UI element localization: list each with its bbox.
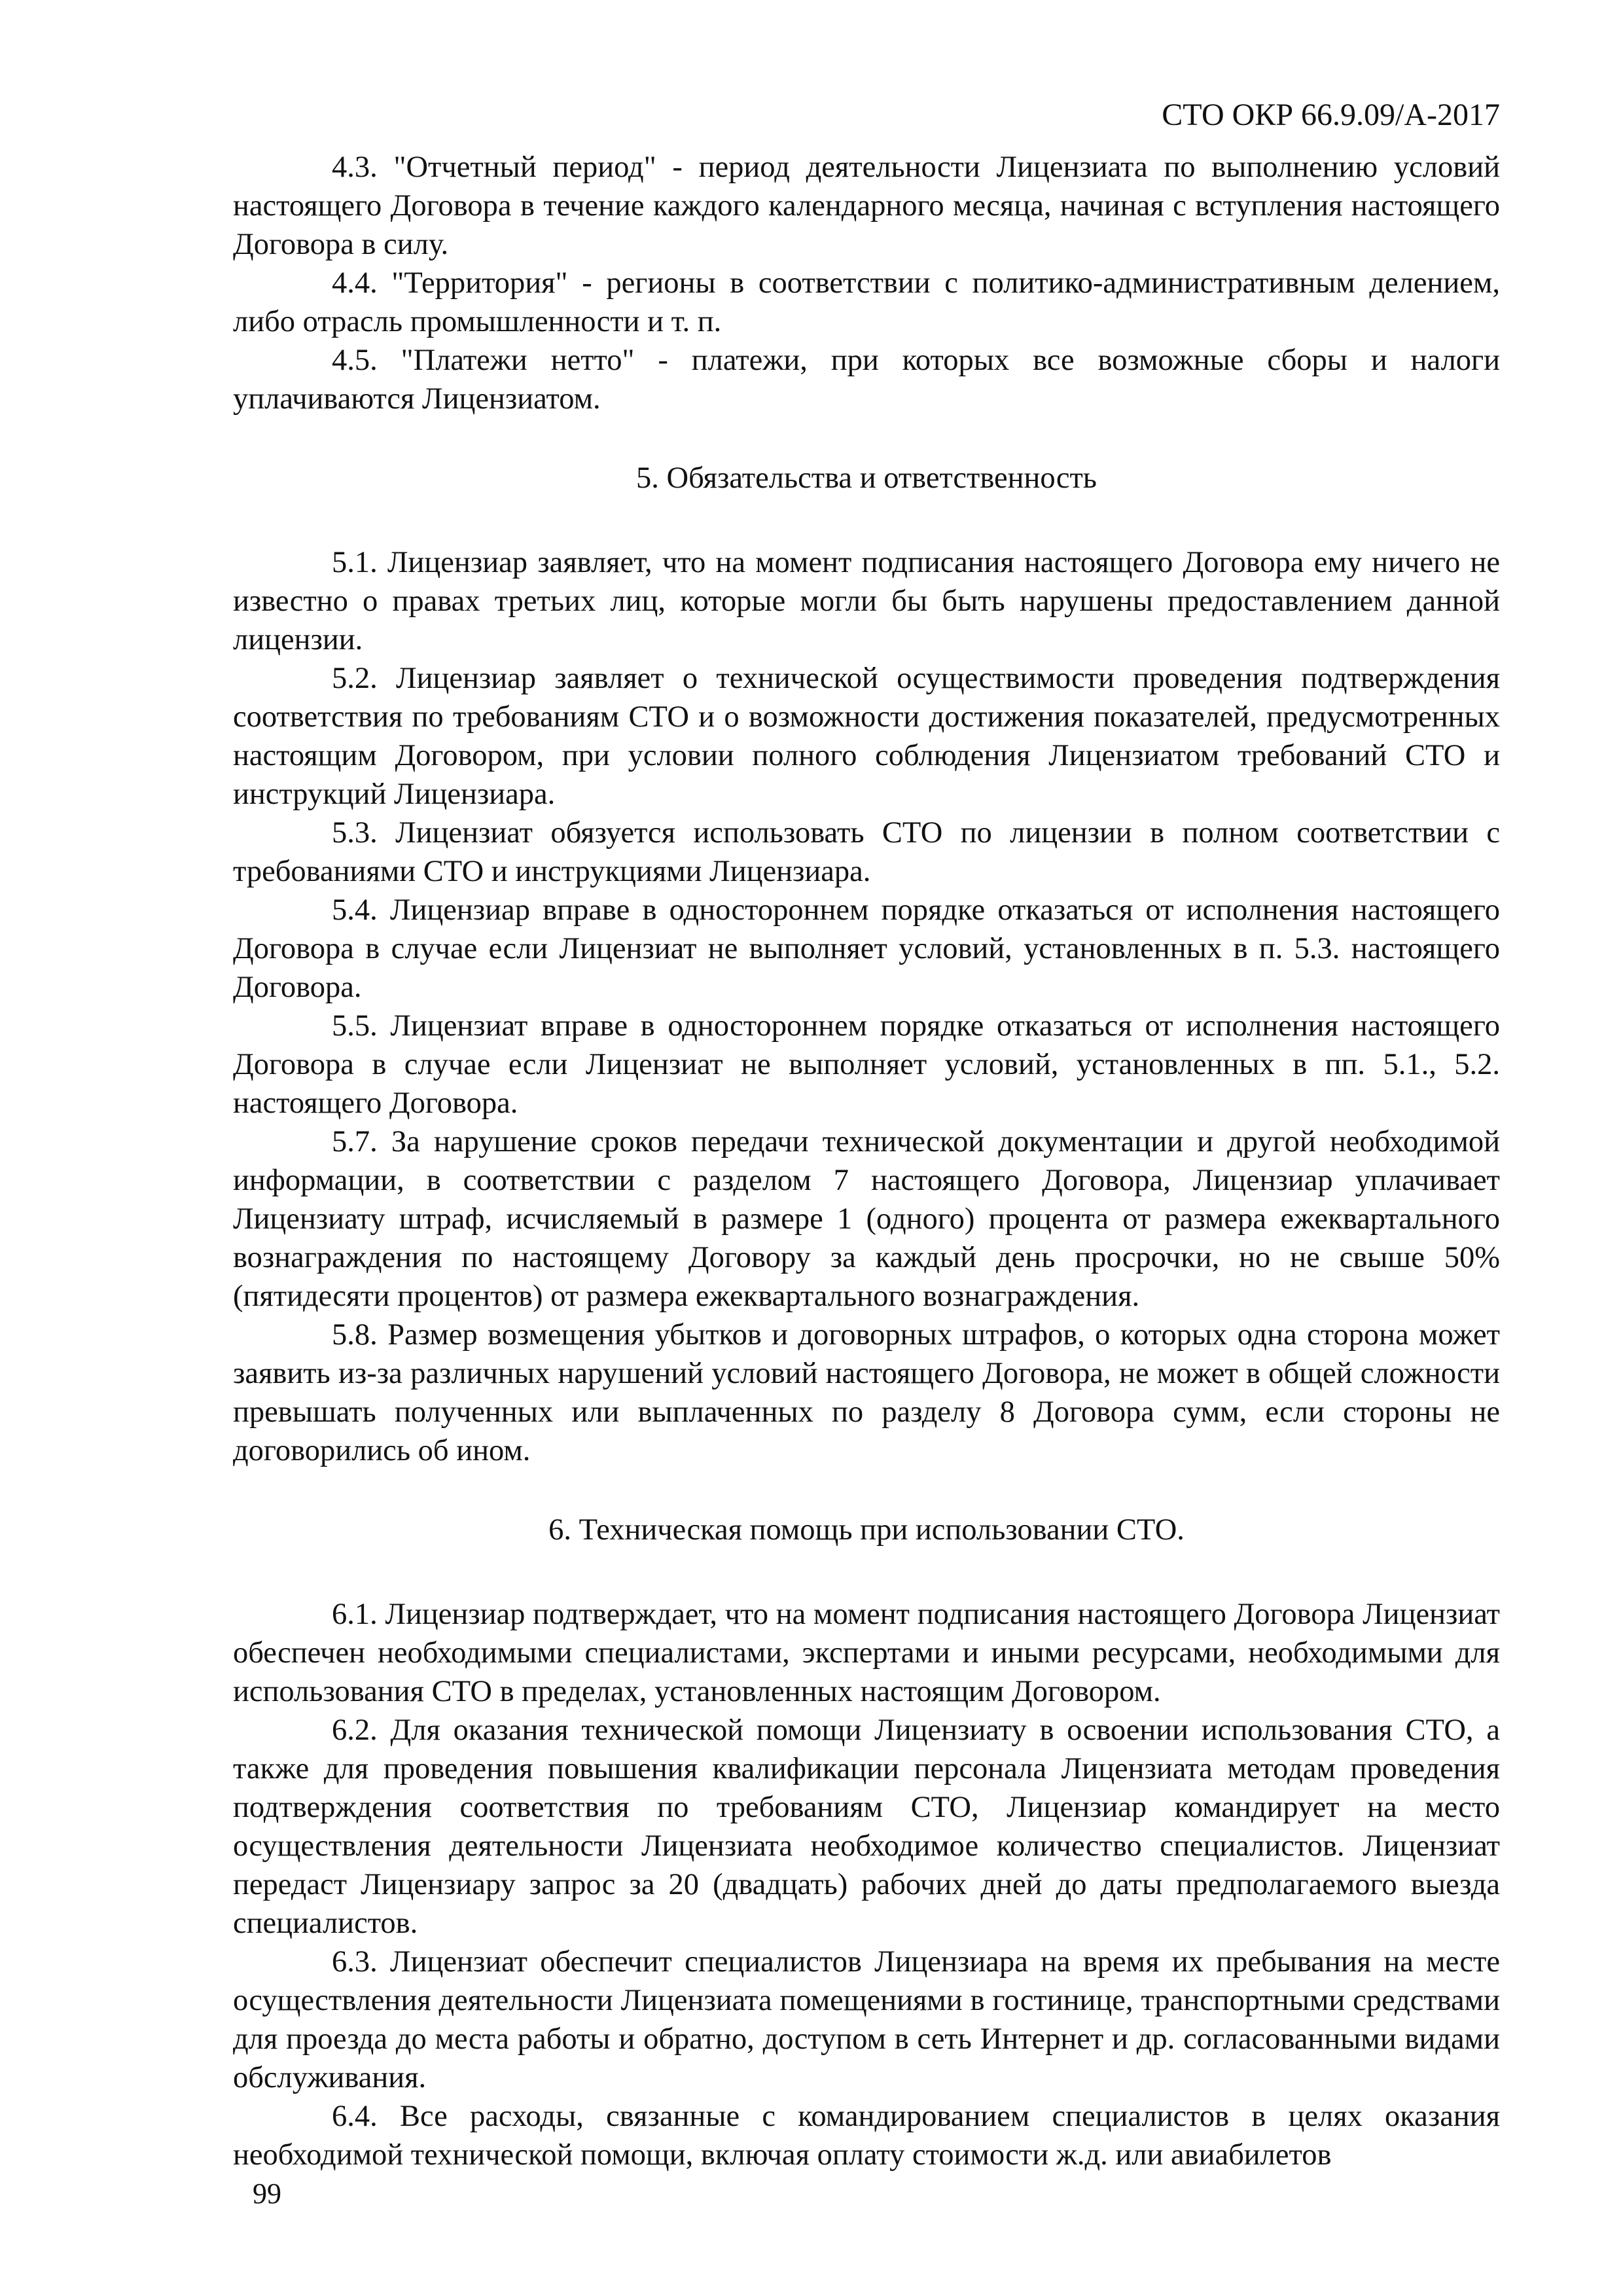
- clause-5-1: 5.1. Лицензиар заявляет, что на момент подписания настоящего Договора ему ничего не известно о правах третьих лиц, которые могли бы быть нарушены предоставлением данной лицензии.: [233, 546, 1500, 656]
- clause-5-2: 5.2. Лицензиар заявляет о технической осуществимости проведения подтверждения соответствия по требованиям СТО и о возможности достижения показателей, предусмотренных настоящим Договором, при условии полного соблюдения Лицензиатом требований СТО и инструкций Лицензиара.: [233, 662, 1500, 811]
- document-body: [233, 148, 1500, 2174]
- clause-6-1: 6.1. Лицензиар подтверждает, что на момент подписания настоящего Договора Лицензиат обеспечен необходимыми специалистами, экспертами и иными ресурсами, необходимыми для использования СТО в пределах, установленных настоящим Договором.: [233, 1598, 1500, 1708]
- clause-5-3: 5.3. Лицензиат обязуется использовать СТО по лицензии в полном соответствии с требованиями СТО и инструкциями Лицензиара.: [233, 816, 1500, 888]
- clause-4-4: 4.4. "Территория" - регионы в соответствии с политико-административным делением, либо отрасль промышленности и т. п.: [233, 266, 1500, 338]
- clause-6-3: 6.3. Лицензиат обеспечит специалистов Лицензиара на время их пребывания на месте осуществления деятельности Лицензиата помещениями в гостинице, транспортными средствами для проезда до места работы и обратно, доступом в сеть Интернет и др. согласованными видами обслуживания.: [233, 1945, 1500, 2094]
- clause-5-5: 5.5. Лицензиат вправе в одностороннем порядке отказаться от исполнения настоящего Договора в случае если Лицензиат не выполняет условий, установленных в пп. 5.1., 5.2. настоящего Договора.: [233, 1009, 1500, 1120]
- clause-6-4: 6.4. Все расходы, связанные с командированием специалистов в целях оказания необходимой технической помощи, включая оплату стоимости ж.д. или авиабилетов: [233, 2100, 1500, 2172]
- clause-5-7: 5.7. За нарушение сроков передачи технической документации и другой необходимой информации, в соответствии с разделом 7 настоящего Договора, Лицензиар уплачивает Лицензиату штраф, исчисляемый в размере 1 (одного) процента от размера ежеквартального вознаграждения по настоящему Договору за каждый день просрочки, но не свыше 50% (пятидесяти процентов) от размера ежеквартального вознаграждения.: [233, 1125, 1500, 1313]
- clause-6-2: 6.2. Для оказания технической помощи Лицензиату в освоении использования СТО, а также для проведения повышения квалификации персонала Лицензиата методам проведения подтверждения соответствия по требованиям СТО, Лицензиар командирует на место осуществления деятельности Лицензиата необходимое количество специалистов. Лицензиат передаст Лицензиару запрос за 20 (двадцать) рабочих дней до даты предполагаемого выезда специалистов.: [233, 1713, 1500, 1940]
- clause-5-4: 5.4. Лицензиар вправе в одностороннем порядке отказаться от исполнения настоящего Договора в случае если Лицензиат не выполняет условий, установленных в п. 5.3. настоящего Договора.: [233, 893, 1500, 1004]
- section-6-heading: 6. Техническая помощь при использовании СТО.: [548, 1513, 1185, 1547]
- clause-4-3: 4.3. "Отчетный период" - период деятельности Лицензиата по выполнению условий настоящего Договора в течение каждого календарного месяца, начиная с вступления настоящего Договора в силу.: [233, 151, 1500, 261]
- section-5-heading: 5. Обязательства и ответственность: [635, 461, 1097, 495]
- clause-4-5: 4.5. "Платежи нетто" - платежи, при которых все возможные сборы и налоги уплачиваются Лицензиатом.: [233, 344, 1500, 416]
- page-number: 99: [253, 2178, 281, 2210]
- document-code-header: СТО ОКР 66.9.09/А-2017: [1162, 98, 1500, 132]
- clause-5-8: 5.8. Размер возмещения убытков и договорных штрафов, о которых одна сторона может заявить из-за различных нарушений условий настоящего Договора, не может в общей сложности превышать полученных или выплаченных по разделу 8 Договора сумм, если стороны не договорились об ином.: [233, 1318, 1500, 1467]
